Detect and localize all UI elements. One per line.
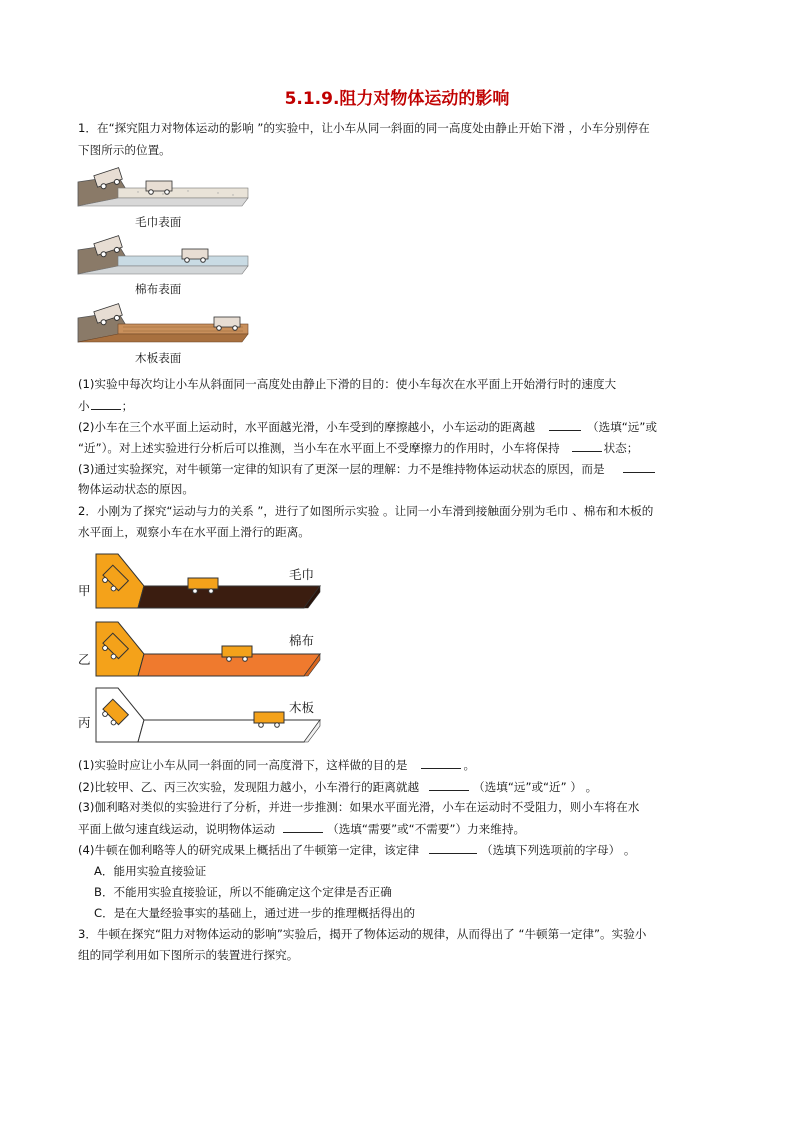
q1-part1-line1: (1)实验中每次均让小车从斜面同一高度处由静止下滑的目的：使小车每次在水平面上开始滑行时的速度大 bbox=[78, 377, 617, 391]
q1-part1-text-a: 小 bbox=[78, 399, 90, 413]
q3-stem-line2: 组的同学利用如下图所示的装置进行探究。 bbox=[78, 948, 299, 962]
q2-part3-line2 bbox=[78, 820, 525, 837]
q2-part2 bbox=[78, 778, 597, 795]
q2-part2-blank[interactable] bbox=[429, 778, 469, 791]
q2-part3-text-a: 平面上做匀速直线运动，说明物体运动 bbox=[78, 822, 276, 836]
q2-stem-line2: 水平面上，观察小车在水平面上滑行的距离。 bbox=[78, 525, 310, 539]
q2-surface-board: 木板 bbox=[289, 700, 315, 715]
q1-part1-line2 bbox=[78, 397, 133, 414]
page-title: 5.1.9.阻力对物体运动的影响 bbox=[284, 89, 510, 109]
q1-part2-text-a: (2)小车在三个水平面上运动时，水平面越光滑，小车受到的摩擦越小，小车运动的距离越 bbox=[78, 420, 535, 434]
q1-caption-cloth: 棉布表面 bbox=[135, 282, 182, 296]
q2-label-jia: 甲 bbox=[78, 583, 91, 598]
q2-part3-text-b: （选填“需要”或“不需要”）力来维持。 bbox=[327, 822, 526, 836]
q2-stem-line1: 2．小刚为了探究“运动与力的关系 ”，进行了如图所示实验 。让同一小车滑到接触面分别为毛巾 、棉布和木板的 bbox=[78, 504, 654, 518]
q1-figure-board bbox=[78, 304, 253, 346]
q2-label-bing: 丙 bbox=[78, 715, 91, 730]
q1-figure-cloth bbox=[78, 236, 253, 278]
q1-figure-towel bbox=[78, 168, 253, 210]
q2-part3-line1: (3)伽利略对类似的实验进行了分析，并进一步推测：如果水平面光滑，小车在运动时不受阻力，则小车将在水 bbox=[78, 800, 640, 814]
q1-stem-line1: 1．在“探究阻力对物体运动的影响 ”的实验中，让小车从同一斜面的同一高度处由静止开始下滑 ，小车分别停在 bbox=[78, 121, 650, 135]
q2-part4 bbox=[78, 841, 635, 858]
q1-part2-text-c: “近”）。对上述实验进行分析后可以推测，当小车在水平面上不受摩擦力的作用时，小车将保持 bbox=[78, 441, 560, 455]
q2-part2-text-b: （选填“远”或“近” ） 。 bbox=[473, 780, 598, 794]
q1-part3-blank[interactable] bbox=[623, 460, 655, 473]
q2-part4-text-a: (4)牛顿在伽利略等人的研究成果上概括出了牛顿第一定律，该定律 bbox=[78, 843, 420, 857]
q2-surface-cloth: 棉布 bbox=[289, 633, 315, 648]
q1-caption-board: 木板表面 bbox=[135, 351, 182, 365]
q1-part1-blank[interactable] bbox=[91, 397, 121, 410]
q2-part4-text-b: （选填下列选项前的字母） 。 bbox=[481, 843, 636, 857]
q2-label-yi: 乙 bbox=[78, 652, 91, 667]
q2-option-b: B．不能用实验直接验证，所以不能确定这个定律是否正确 bbox=[94, 885, 392, 899]
q2-part2-text-a: (2)比较甲、乙、丙三次实验，发现阻力越小，小车滑行的距离就越 bbox=[78, 780, 420, 794]
q1-part2-line1 bbox=[78, 418, 657, 435]
q2-part1-blank[interactable] bbox=[421, 756, 461, 769]
q1-part3-line1 bbox=[78, 460, 655, 477]
q1-part1-text-b: ； bbox=[121, 399, 134, 413]
q2-option-c: C．是在大量经验事实的基础上，通过进一步的推理概括得出的 bbox=[94, 906, 416, 920]
q1-part2-blank-1[interactable] bbox=[549, 418, 581, 431]
q1-part3-line2: 物体运动状态的原因。 bbox=[78, 482, 194, 496]
q1-stem-line2: 下图所示的位置。 bbox=[78, 143, 171, 157]
q1-part2-line2 bbox=[78, 439, 638, 456]
q2-option-a: A．能用实验直接验证 bbox=[94, 864, 207, 878]
q2-part3-blank[interactable] bbox=[283, 820, 323, 833]
q2-surface-towel: 毛巾 bbox=[289, 567, 315, 582]
q1-caption-towel: 毛巾表面 bbox=[135, 215, 182, 229]
q2-part1-text-b: 。 bbox=[463, 758, 476, 772]
q1-part2-text-b: （选填“远”或 bbox=[587, 420, 657, 434]
q1-part2-text-d: 状态； bbox=[603, 441, 639, 455]
q3-stem-line1: 3．牛顿在探究“阻力对物体运动的影响”实验后，揭开了物体运动的规律，从而得出了 “牛顿第一定律”。实验小 bbox=[78, 927, 647, 941]
q2-part1 bbox=[78, 756, 475, 773]
q2-part4-blank[interactable] bbox=[429, 841, 477, 854]
q1-part3-text-a: (3)通过实验探究，对牛顿第一定律的知识有了更深一层的理解：力不是维持物体运动状态的原因，而是 bbox=[78, 462, 605, 476]
q2-part1-text-a: (1)实验时应让小车从同一斜面的同一高度滑下，这样做的目的是 bbox=[78, 758, 408, 772]
q1-part2-blank-2[interactable] bbox=[572, 439, 602, 452]
